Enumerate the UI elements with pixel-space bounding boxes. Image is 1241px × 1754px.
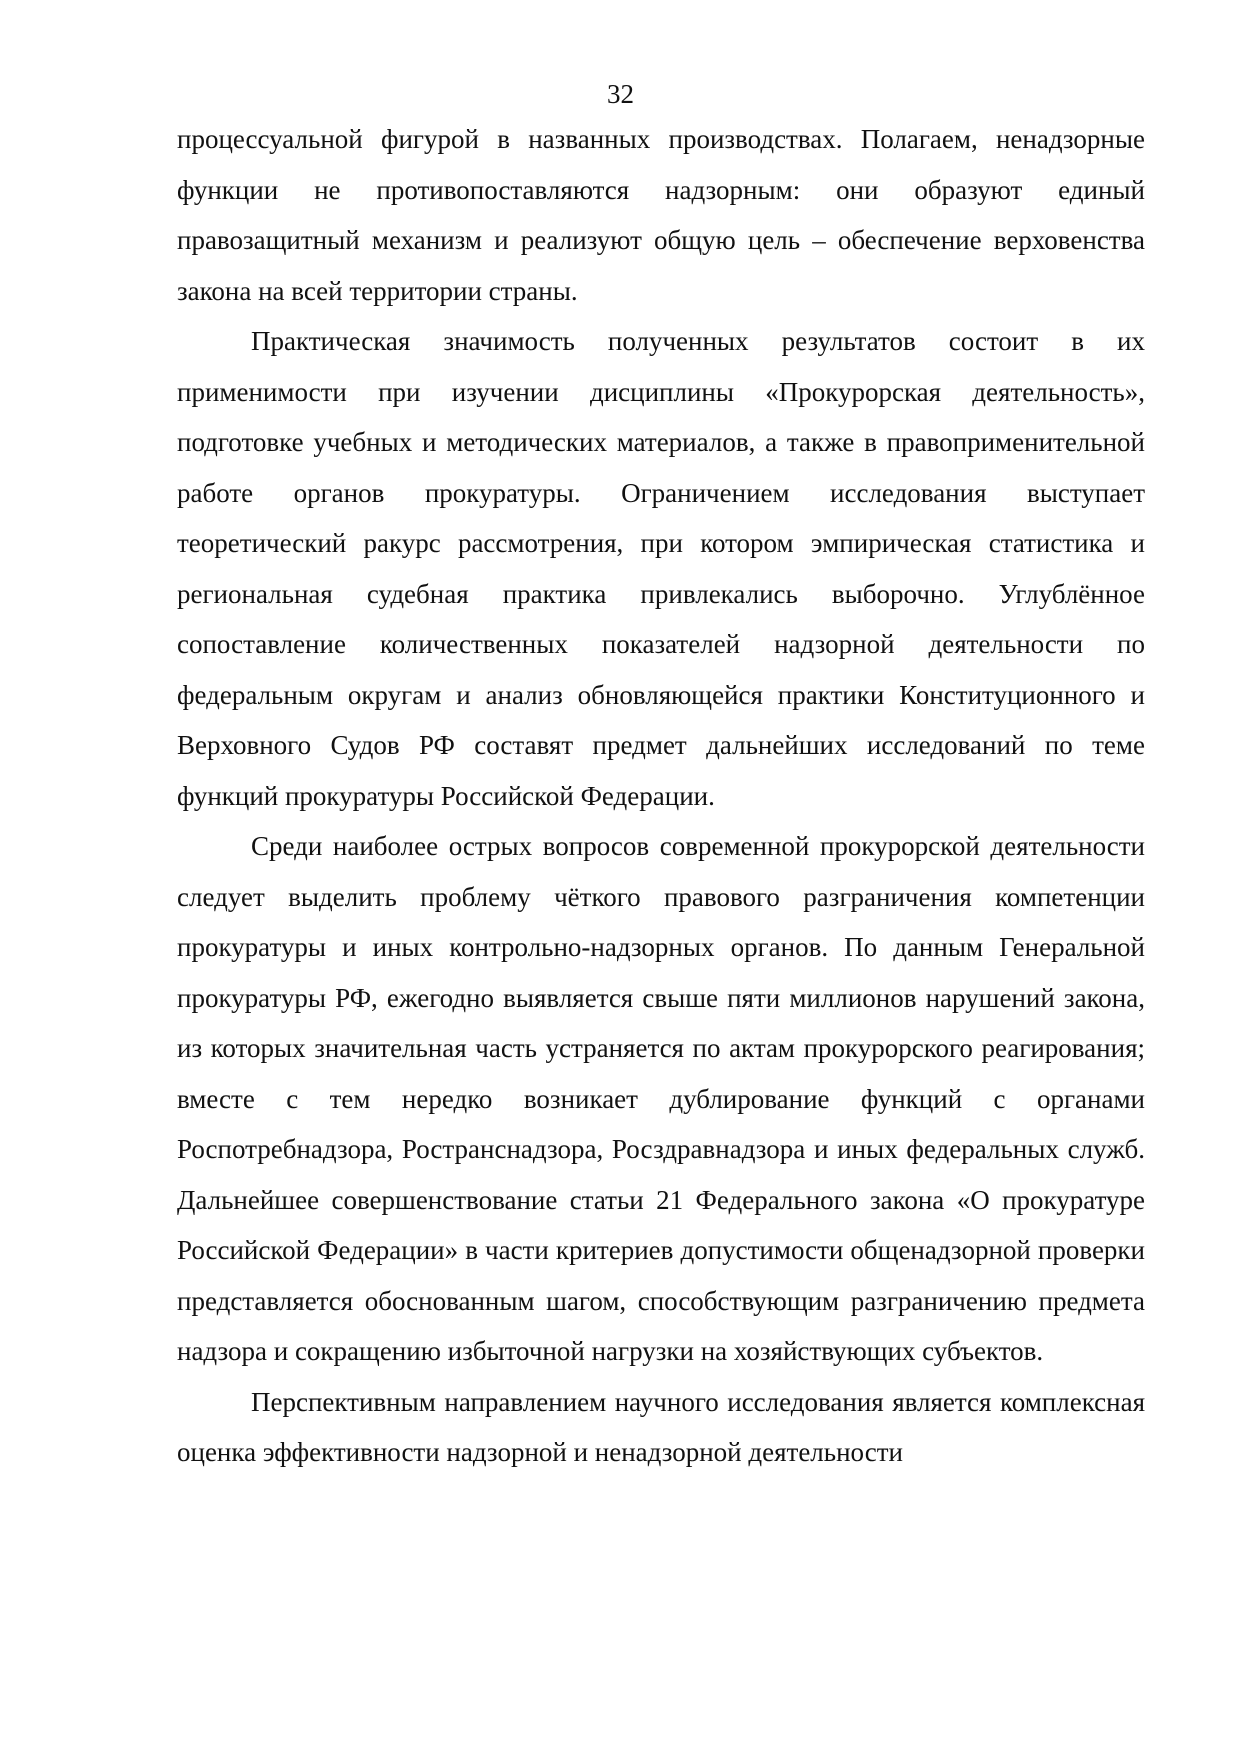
paragraph-research-perspective: Перспективным направлением научного исследования является комплексная оценка эффективности надзорной и ненадзорной деятельности [177,1386,1145,1467]
document-body [177,114,1145,1478]
paragraph-competence-delimitation: Среди наиболее острых вопросов современной прокурорской деятельности следует выделить проблему чёткого правового разграничения компетенции прокуратуры и иных контрольно-надзорных органов. По данным Генеральной прокуратуры РФ, ежегодно выявляется свыше пяти миллионов нарушений закона, из которых значительная часть устраняется по актам прокурорского реагирования; вместе с тем нередко возникает дублирование функций с органами Роспотребнадзора, Ространснадзора, Росздравнадзора и иных федеральных служб. Дальнейшее совершенствование статьи 21 Федерального закона «О прокуратуре Российской Федерации» в части критериев допустимости общенадзорной проверки представляется обоснованным шагом, способствующим разграничению предмета надзора и сокращению избыточной нагрузки на хозяйствующих субъектов. [177,831,1145,1366]
paragraph-practical-significance: Практическая значимость полученных результатов состоит в их применимости при изучении дисциплины «Прокурорская деятельность», подготовке учебных и методических материалов, а также в правоприменительной работе органов прокуратуры. Ограничением исследования выступает теоретический ракурс рассмотрения, при котором эмпирическая статистика и региональная судебная практика привлекались выборочно. Углублённое сопоставление количественных показателей надзорной деятельности по федеральным округам и анализ обновляющейся практики Конституционного и Верховного Судов РФ составят предмет дальнейших исследований по теме функций прокуратуры Российской Федерации. [177,326,1145,811]
page-number: 32 [607,79,634,109]
paragraph-continued: процессуальной фигурой в названных производствах. Полагаем, ненадзорные функции не противопоставляются надзорным: они образуют единый правозащитный механизм и реализуют общую цель – обеспечение верховенства закона на всей территории страны. [177,124,1145,306]
